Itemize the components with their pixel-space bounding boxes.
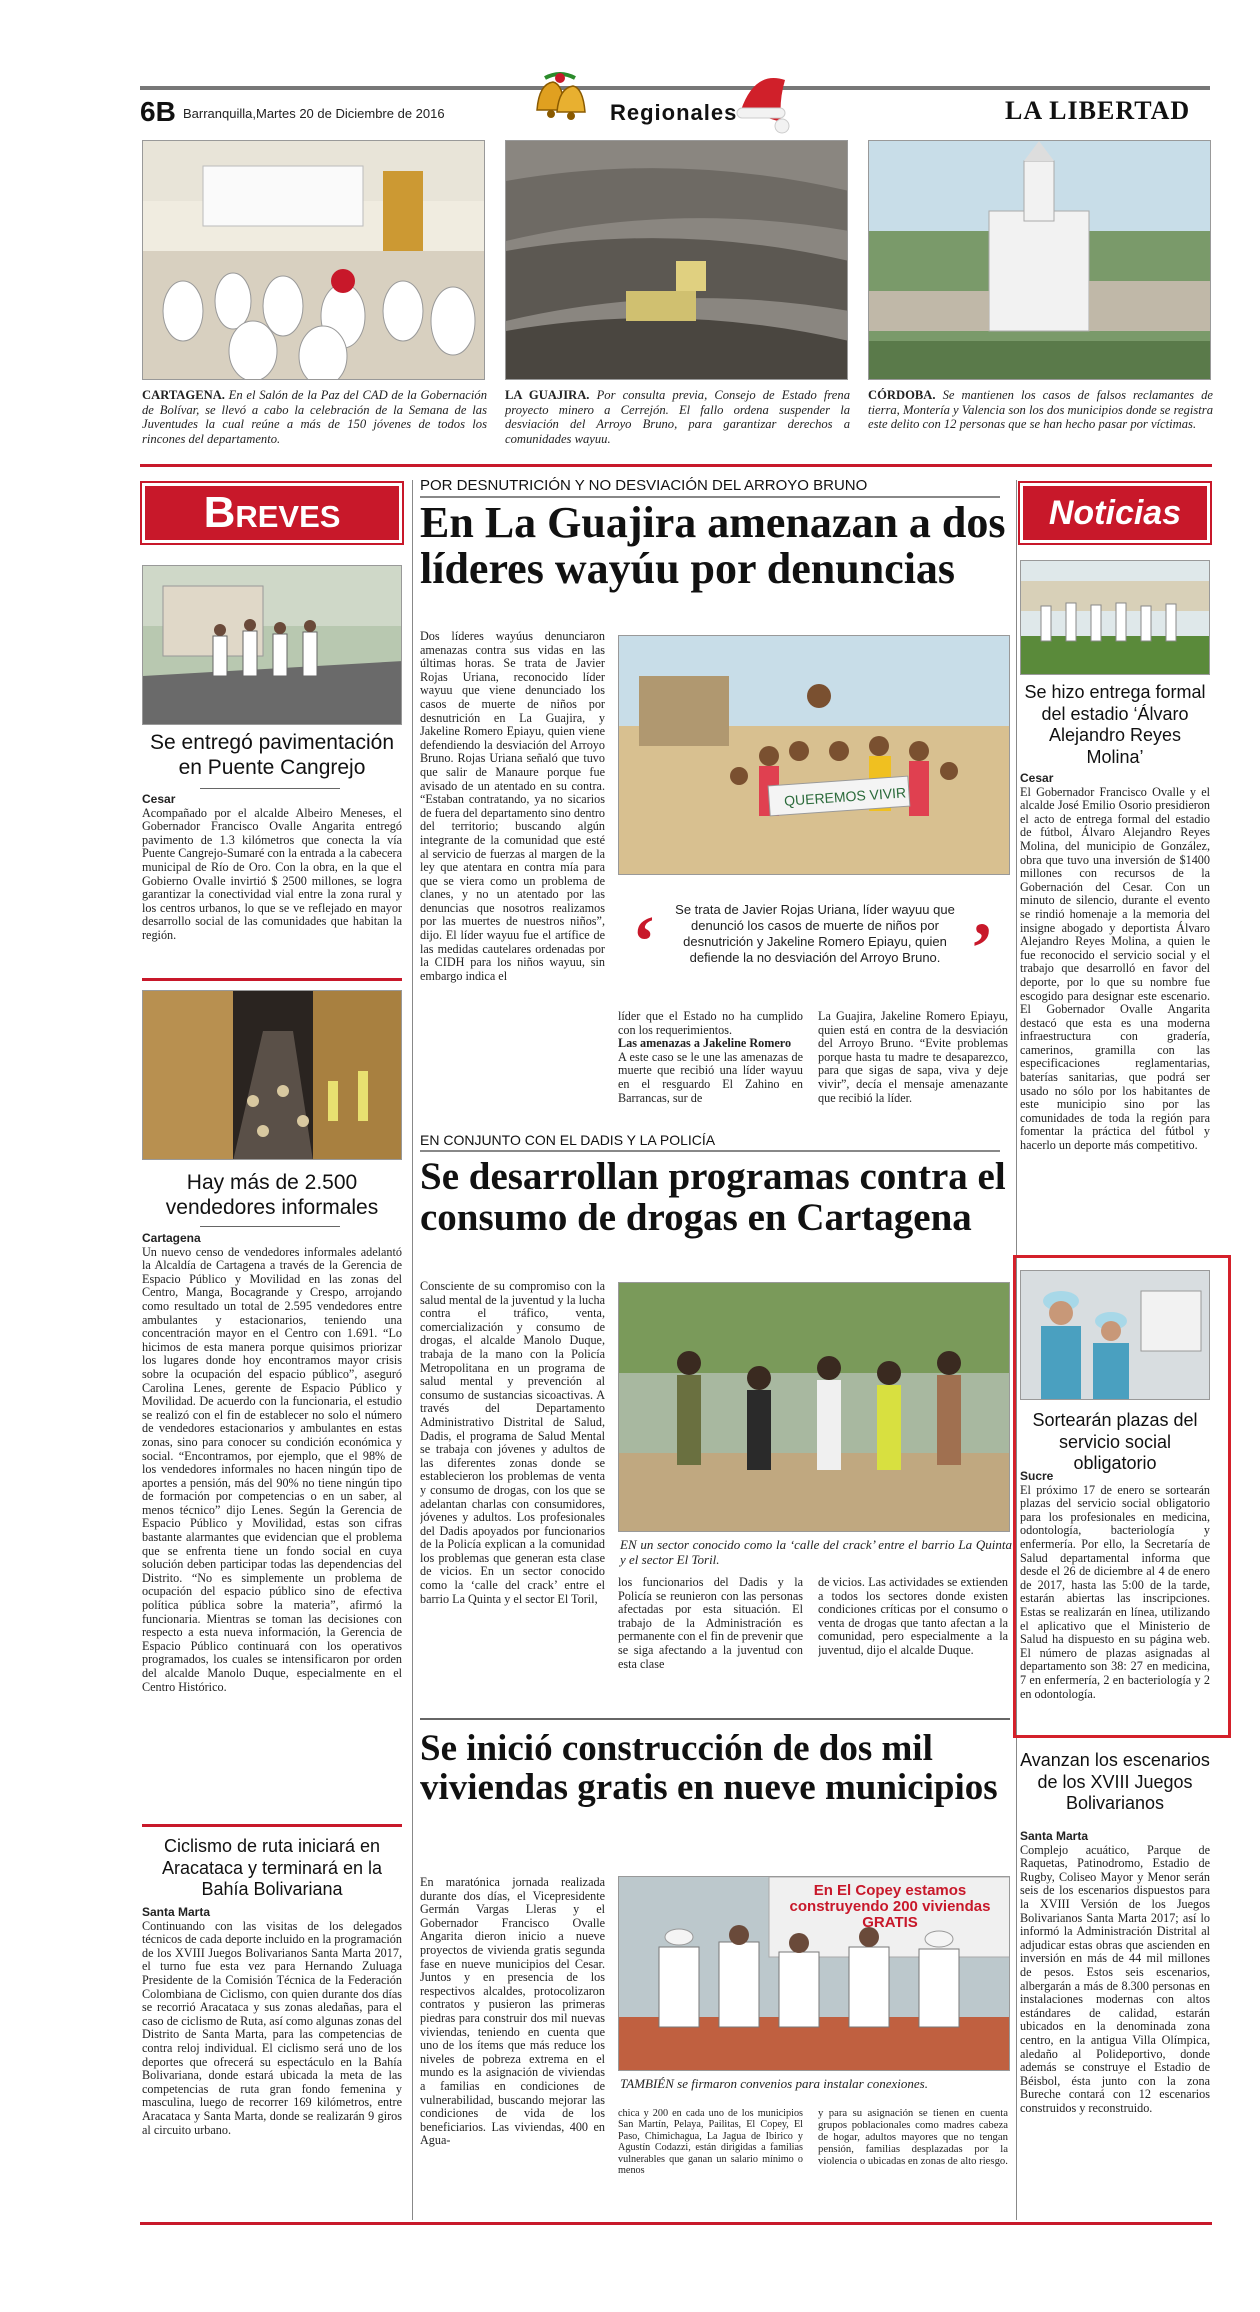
article2-divider [420, 1718, 1010, 1720]
noticia-body-3: Santa Marta Complejo acuático, Parque de Raquetas, Patinodromo, Estadio de Rugby, Coliseo Mayor y Menor serán seis de los escenarios dispuestos para la XVIII Versión de los Juegos Bolivarianos Santa Marta 2017; así lo informó la Administración Distrital al adjudicar estas obras que ascienden en inversión en más de 44 mil millones de pesos. Estos seis escenarios, albergarán a más de 8.300 personas en instalaciones modernas con altos estándares de calidad, estarán ubicados en la denominada zona centro, en la antigua Villa Olímpica, aledaño al Polideportivo, donde además se construye el Estadio de Béisbol, ésta junto con la zona Bureche contará con 12 escenarios construidos y reconstruido. [1020, 1830, 1210, 2115]
photo-wayuu-children [618, 635, 1010, 875]
noticias-label: Noticias [1020, 483, 1210, 543]
article2-col3: de vicios. Las actividades se extienden a todos los sectores donde existen condiciones críticas por el consumo o venta de drogas que tanto afectan a la comunidad, pero especialmente a la juventud, dijo el alcalde Duque. [818, 1576, 1008, 1657]
article3-col2: chica y 200 en cada uno de los municipios San Martín, Pelaya, Pailitas, El Copey, El Paso, Chimichagua, La Jagua de Ibirico y Agustín Codazzi, están dirigidas a familias vulnerables que ganan un salario mínimo o menos [618, 2108, 803, 2176]
left-column-rule [412, 480, 413, 2220]
photo-cartagena [142, 140, 485, 380]
newspaper-name: LA LIBERTAD [1005, 96, 1191, 125]
santa-hat-icon [735, 70, 795, 140]
breve-body-2: Cartagena Un nuevo censo de vendedores informales adelantó la Alcaldía de Cartagena a través de la Gerencia de Espacio Público y Movilidad en las zonas del Centro, Manga, Bocagrande y Crespo, arrojando como resultado un total de 2.595 vendedores entre ambulantes y estacionarios, teniendo una concentración mayor en el Centro con 1.691. “Lo hicimos de esta manera porque quisimos priorizar los lugares donde hoy encontramos mayor crisis sobre la ocupación del espacio público”, aseguró Carolina Lenes, gerente de Espacio Público y Movilidad. De acuerdo con la funcionaria, el estudio se realizó con el fin de establecer no solo el número de vendedores estacionarios y ambulantes en estas zonas, sino para conocer su condición económica y social. “Encontramos, por ejemplo, que el 98% de los vendedores informales no hacen ningún tipo de aportes a pensión, más del 90% no tiene ningún tipo de formación por competencias o en un saber, al menos técnico” dijo Lenes. Según la Gerencia de Espacio Público y Movilidad, estas son cifras bastante alarmantes que evidencian que el problema que se enfrenta tiene un fondo social en cuya solución deben participar todas las dependencias del Distrito. “No es simplemente un problema de ocupación del espacio público sino de efectiva política pública sobre la materia”, afirmó la funcionaria. Mientras se toman las decisiones con respecto a esta nueva información, la Gerencia de Espacio Público continuará con los operativos programados, los cuales se intensificaron por orden del alcalde Manolo Duque, especialmente en el Centro Histórico. [142, 1232, 402, 1694]
article2-caption: EN un sector conocido como la ‘calle del crack’ entre el barrio La Quinta y el sector El Toril. [620, 1537, 1012, 1567]
photo-la-guajira [505, 140, 848, 380]
noticia-title-3: Avanzan los escenarios de los XVIII Juegos Bolivarianos [1020, 1750, 1210, 1814]
photo-viviendas [618, 1876, 1010, 2071]
breve-title-3: Ciclismo de ruta iniciará en Aracataca y terminará en la Bahía Bolivariana [161, 1836, 383, 1900]
article3-col3: y para su asignación se tienen en cuenta grupos poblacionales como madres cabeza de hogar, adultos mayores que no tengan pensión, familias desplazadas por la violencia o ubicadas en zonas de alto riesgo. [818, 2108, 1008, 2167]
article1-col2: líder que el Estado no ha cumplido con los requerimientos. Las amenazas a Jakeline Romero A este caso se le une las amenazas de muerte que recibió una líder wayuu en el resguardo El Zahino en Barrancas, sur de [618, 1010, 803, 1105]
article1-pullquote: Se trata de Javier Rojas Uriana, líder wayuu que denunció los casos de muerte de niños por desnutrición y Jakeline Romero Epiayu, quien defiende la no desviación del Arroyo Bruno. [675, 902, 955, 965]
caption-cordoba: CÓRDOBA. Se mantienen los casos de falsos reclamantes de tierra, Montería y Valencia son los dos municipios donde se registra este delito con 12 personas que se han hecho pasar por víctimas. [868, 388, 1213, 432]
bottom-divider [140, 2222, 1212, 2225]
photo-cordoba [868, 140, 1211, 380]
article3-caption: TAMBIÉN se firmaron convenios para instalar conexiones. [620, 2076, 928, 2091]
noticia-body-2: Sucre El próximo 17 de enero se sortearán plazas del servicio social obligatorio para los profesionales en medicina, odontología, bacteriología y enfermería. Por ello, la Secretaría de Salud departamental informa que desde el 26 de diciembre al 4 de enero de 2017, hasta las 5:00 de la tarde, estarán abiertas las inscripciones. Estas se realizarán en línea, utilizando el aplicativo que el Ministerio de Salud ha dispuesto en su página web. El número de plazas asignadas al departamento son 38: 27 en medicina, 7 en enfermería, 2 en bacteriología y 2 en odontología. [1020, 1470, 1210, 1701]
article1-headline: En La Guajira amenazan a dos líderes wayúu por denuncias [420, 498, 1006, 594]
christmas-bells-icon [525, 70, 595, 125]
page-number: 6B [140, 96, 176, 127]
breve-rule-2 [200, 1226, 340, 1227]
article3-col1: En maratónica jornada realizada durante dos días, el Vicepresidente Germán Vargas Lleras y el Gobernador Francisco Ovalle Angarita dieron inicio a nueve proyectos de vivienda gratis segunda fase en nueve municipios del Cesar. Juntos y en presencia de los respectivos alcaldes, protocolizaron contratos y pusieron las primeras piedras para construir dos mil nuevas viviendas, teniendo en cuenta que uno de los ítems que más reduce los niveles de pobreza extrema en el mundo es la asignación de viviendas a familias en condiciones de vulnerabilidad, buscando mejorar las condiciones de vida de los beneficiarios. Las viviendas, 400 en Agua- [420, 1876, 605, 2148]
quote-close-mark: ’ [970, 908, 994, 988]
breve-title-2: Hay más de 2.500 vendedores informales [165, 1171, 379, 1220]
quote-open-mark: ‘ [632, 901, 656, 981]
article2-headline: Se desarrollan programas contra el consumo de drogas en Cartagena [420, 1155, 1006, 1239]
photo-vendedores [142, 990, 402, 1160]
noticia-title-2: Sortearán plazas del servicio social obligatorio [1032, 1410, 1198, 1474]
photo-banner-text: En El Copey estamos construyendo 200 viviendas GRATIS [789, 1882, 991, 1931]
section-title: Regionales [610, 100, 738, 125]
article1-col1: Dos líderes wayúus denunciaron amenazas contra sus vidas en las últimas horas. Se trata de Javier Rojas Uriana, reconocido líder wayuu que viene denunciado los casos de muerte de niños por desnutrición en La Guajira, y Jakeline Romero Epiayu, quien viene defendiendo la desviación del Arroyo Bruno. Rojas Uriana señaló que tuvo que salir de Manaure porque fue avisado de un atentado en su contra. “Estaban contratando, ya no sicarios de fuera del departamento sino dentro del territorio; buscando algún integrante de la comunidad que esté al servicio de fuerzas al margen de la ley que atentara en contra mía para que se viera como un problema de clanes, y no un atentado por las denuncias que nosotros realizamos por las muertes de nuestros niños”, dijo. El líder wayuu fue el artífice de las medidas cautelares ordenadas por la CIDH para los niños wayuu, sin embargo indica el [420, 630, 605, 983]
photo-sign-text: QUEREMOS VIVIR [783, 784, 907, 809]
breve-rule-1 [200, 788, 340, 789]
breve-title-1: Se entregó pavimentación en Puente Cangrejo [150, 731, 394, 780]
breve-body-3: Santa Marta Continuando con las visitas de los delegados técnicos de cada deporte incluido en la programación de los XVIII Juegos Bolivarianos Santa Marta 2017, el turno fue esta vez para Hernando Zuluaga Presidente de la Comisión Técnica de la Federación Colombiana de Ciclismo, con quien durante dos días se recorrió Aracataca y sus zonas aledañas, para el caso de ciclismo de Ruta, así como algunas zonas del Distrito de Santa Marta, para las competencias de contra reloj individual. El ciclismo será uno de los deportes que ofrecerá su espectáculo en la Bahía Bolivariana, donde estará ubicada la meta de las competencias de ruta gran fondo femenina y masculina, luego de recorrer 169 kilómetros, entre Aracataca y Santa Marta, donde se realizarán 9 giros al circuito urbano. [142, 1906, 402, 2137]
article1-col3: La Guajira, Jakeline Romero Epiayu, quien está en contra de la desviación del Arroyo Bruno. “Evite problemas porque hasta tu madre te desaparezco, para que sigas de sapa, viva y deje vivir”, decía el mensaje amenazante que recibió la líder. [818, 1010, 1008, 1105]
article1-kicker: POR DESNUTRICIÓN Y NO DESVIACIÓN DEL ARROYO BRUNO [420, 477, 1000, 498]
article3-headline: Se inició construcción de dos mil viviendas gratis en nueve municipios [420, 1728, 998, 1808]
dateline: Barranquilla,Martes 20 de Diciembre de 2016 [183, 106, 445, 121]
article2-col2: los funcionarios del Dadis y la Policía se reunieron con las personas afectadas por esta situación. El trabajo de la Administración es permanente con el fin de prevenir que se siga afectando a la juventud con esta clase [618, 1576, 803, 1671]
caption-la-guajira: LA GUAJIRA. Por consulta previa, Consejo de Estado frena proyecto minero a Cerrejón. El fallo ordena suspender la desviación del Arroyo Bruno, para garantizar derechos a comunidades wayuu. [505, 388, 850, 446]
breve-body-1: Cesar Acompañado por el alcalde Albeiro Meneses, el Gobernador Francisco Ovalle Angarita entregó pavimento de 1.3 kilómetros que conecta la vía Puente Cangrejo-Sumaré con la entrada a la cabecera municipal de Río de Oro. Con la obra, en la que el Gobierno Ovalle invirtió $ 2500 millones, se logra garantizar la conectividad vial entre la zona rural y los centros urbanos, lo que se ve reflejado en mayor desarrollo social de las comunidades que habitan la región. [142, 793, 402, 942]
photo-calle-del-crack [618, 1282, 1010, 1532]
masthead-rule [140, 86, 1210, 90]
noticia-title-1: Se hizo entrega formal del estadio ‘Álvaro Alejandro Reyes Molina’ [1024, 682, 1206, 767]
breve-divider-1 [142, 978, 402, 981]
photo-servicio-social [1020, 1270, 1210, 1400]
article2-kicker: EN CONJUNTO CON EL DADIS Y LA POLICÍA [420, 1132, 1000, 1152]
photo-estadio [1020, 560, 1210, 675]
breves-label: Breves [142, 483, 402, 543]
caption-cartagena: CARTAGENA. En el Salón de la Paz del CAD de la Gobernación de Bolívar, se llevó a cabo la celebración de la Semana de las Juventudes la cual reúne a más de 150 jóvenes de todos los rincones del departamento. [142, 388, 487, 446]
noticia-body-1: Cesar El Gobernador Francisco Ovalle y el alcalde José Emilio Osorio presidieron el acto de entrega formal del estadio de fútbol, Álvaro Alejandro Reyes Molina, del municipio de González, obra que tuvo una inversión de $1400 millones con recursos de la Gobernación del Cesar. Con un minuto de silencio, durante el evento se rindió homenaje a la memoria del insigne abogado y deportista Álvaro Alejandro Reyes Molina, a quien le fue reconocido el servicio social y el trabajo que desarrolló en favor del deporte, por lo que su nombre fue escogido para designar este escenario. El Gobernador Ovalle Angarita destacó que esta es una moderna infraestructura con gradería, camerinos, gramilla con las especificaciones reglamentarias, baterías sanitarias, que podrá ser usado no sólo por los habitantes de este municipio sino por las comunidades de toda la región para fomentar la práctica del fútbol y hacerlo un deporte más competitivo. [1020, 772, 1210, 1153]
photo-puente-cangrejo [142, 565, 402, 725]
breve-divider-2 [142, 1824, 402, 1827]
top-divider [140, 464, 1212, 467]
article2-col1: Consciente de su compromiso con la salud mental de la juventud y la lucha contra el tráfico, venta, comercialización y consumo de drogas, el alcalde Manolo Duque, trabaja de la mano con la Policía Metropolitana en un programa de salud mental y prevención al consumo de sustancias sicoactivas. A través del Departamento Administrativo Distrital de Salud, Dadis, el programa de Salud Mental se trabaja con jóvenes y adultos de las diferentes zonas donde se establecieron los problemas de venta y consumo de drogas, con los que se adelantan charlas con consumidores, jóvenes y adultos. Los profesionales del Dadis apoyados por funcionarios de la Policía explican a la comunidad los problemas que generan esta clase de vicios. En un sector conocido como la ‘calle del crack’ entre el barrio La Quinta y el sector El Toril, [420, 1280, 605, 1606]
